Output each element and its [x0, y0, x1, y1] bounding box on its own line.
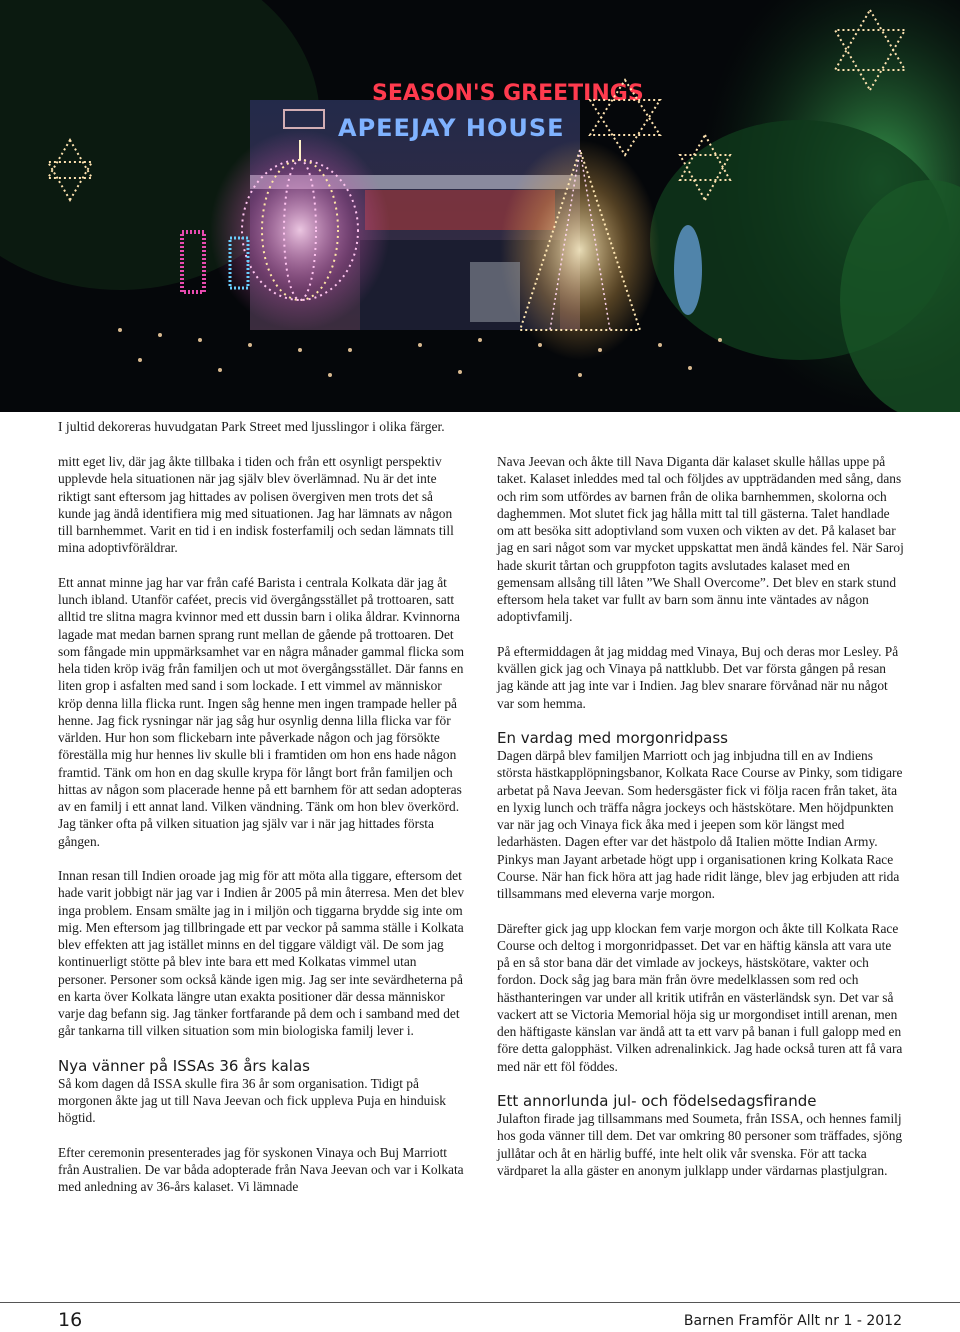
- paragraph: Ett annat minne jag har var från café Barista i centrala Kolkata där jag åt lunch ibland. Utanför caféet, precis vid övergångsstället på trottoaren, satt alltid tre slitna magra kvinnor med ett dussin barn i olika åldrar. Kvinnorna lagade mat medan barnen sprang runt mellan de gående på trottoaren. Det som fångade min uppmärksamhet var en några månader gammal flicka som hela tiden kröp iväg från familjen och ut mot övergångsstället. Där fanns en liten grop i asfalten med sand i som lockade. I ett vimmel av människor kröp denna lilla flicka runt. Ingen såg henne men ingen trampade heller på henne. Jag fick rysningar när jag såg hur osynlig denna lilla flicka var för världen. Hur hon som flickebarn inte påverkade någon och jag försökte föreställa mig hur hennes liv skulle bli i framtiden om hon ens hade någon framtid. Tänk om hon en dag skulle krypa för långt bort från familjen och hittas av någon som placerade henne på ett barnhem för att sedan adopteras av en familj i ett annat land. Vilken vändning. Tänk om hon blev överkörd. Jag tänker ofta på vilken situation jag själv var i när jag hittades första gången.: [58, 574, 465, 849]
- photo-christmas-lights: [0, 0, 960, 412]
- right-column: [497, 453, 905, 1196]
- paragraph: Innan resan till Indien oroade jag mig för att möta alla tiggare, eftersom det hade varit jobbigt när jag var i Indien år 2005 på min återresa. Men det blev inga problem. Ensam smälte jag in i miljön och tiggarna brydde sig inte om mig. Men eftersom jag tillbringade ett par veckor på samma ställe i Kolkata blev effekten att jag istället minns en del tiggare väldigt väl. De som jag kontinuerligt stötte på blev inte bara ett med Kolkatas vimmel utan personer. Personer som också kände igen mig. Jag ser inte sevärdheterna på en karta över Kolkata längre utan exakta positioner där dessa människor varje dag befann sig. Jag tänker fortfarande på dem och i samband med det går tankarna till vilken situation som min biologiska familj lever i.: [58, 868, 465, 1039]
- statue: [674, 225, 702, 315]
- paragraph: Efter ceremonin presenterades jag för syskonen Vinaya och Buj Marriott från Australien. De var båda adopterade från Nava Jeevan och var i Kolkata med anledning av 36-års kalaset. Vi lämnade: [58, 1144, 464, 1195]
- photo-illustration: [0, 0, 960, 412]
- section-heading: Ett annorlunda jul- och födelsedagsfirande: [497, 1092, 817, 1110]
- left-column: [58, 453, 466, 1213]
- paragraph: Så kom dagen då ISSA skulle fira 36 år som organisation. Tidigt på morgonen åkte jag ut till Nava Jeevan och fick uppleva Puja en hinduisk högtid.: [58, 1075, 446, 1126]
- section-heading: En vardag med morgonridpass: [497, 729, 728, 747]
- paragraph: mitt eget liv, där jag åkte tillbaka i tiden och från ett osynligt perspektiv upplevde hela situationen när jag själv blev överlämnad. Nu är det inte riktigt sant eftersom jag hittades av polisen övergiven men trots det så kunde jag ändå identifiera mig med situationen. Jag har lämnats av någon till barnhemmet. Varit en tid i en indisk fosterfamilj och sedan lämnats till mina adoptivföräldrar.: [58, 454, 454, 556]
- paragraph: På eftermiddagen åt jag middag med Vinaya, Buj och deras mor Lesley. På kvällen gick jag och Vinaya på nattklubb. Det var första gången på resan jag kände att jag inte var i Indien. Jag blev snarare förvånad när nu något var som hemma.: [497, 643, 899, 711]
- paragraph: Dagen därpå blev familjen Marriott och jag inbjudna till en av Indiens största hästkapplöpningsbanor, Kolkata Race Course av Pinky, som tidigare arbetat på Nava Jeevan. Som hedersgäster fick vi följa racen från taket, äta en lyxig lunch och träffa några jockeys och hästskötare. Men höjdpunkten var när jag och Vinaya fick åka med i jeepen som kör längst med ledarhästen. Dagen efter var det hästpolo då Italien mötte Indian Army. Pinkys man Jayant arbetade högt upp i organisationen kring Kolkata Race Course. När han fick höra att jag hade ridit länge, blev jag erbjuden att rida tillsammans med eleverna varje morgon.: [497, 748, 903, 901]
- section-heading: Nya vänner på ISSAs 36 års kalas: [58, 1056, 310, 1075]
- paragraph: Därefter gick jag upp klockan fem varje morgon och åkte till Kolkata Race Course och deltog i morgonridpasset. Det var en häftig känsla att vara ute på en så stor bana där det vimlade av jockeys, hästskötare, vakter och fordon. Dock såg jag bara män från övre medelklassen som red och hästhanteringen var under all kritik utifrån en västerländsk syn. Det var så vackert att se Victoria Memorial höja sig ur morgondiset intill arenan, men den häftigaste känslan var ändå att ta ett varv på banan i full galopp med en före detta galopphäst. Vilken adrenalinkick. Jag hade också turen att få vara med när ett föl föddes.: [497, 920, 903, 1074]
- footer-divider: [0, 1302, 960, 1303]
- paragraph: Nava Jeevan och åkte till Nava Diganta där kalaset skulle hållas uppe på taket. Kalaset inleddes med tal och följdes av uppträdanden med sång, dans och rim som utfördes av barnen från de olika barnhemmen, skolorna och daghemmen. Mot slutet fick jag hålla mitt tal till gästerna. Talet handlade om att besöka sitt adoptivland som vuxen och vikten av det. På kalaset bar jag en sari något som var mycket uppskattat men ändå kändes fel. När Saroj hade skurit tårtan och gruppfoton tagits avslutades kalaset med en gemensam allsång till låten ”We Shall Overcome”. Det blev en stark stund eftersom hela taket var fullt av barn som ännu inte väntades av någon adoptivfamilj.: [497, 454, 904, 625]
- light-sculpture-orb: [210, 130, 390, 330]
- light-sculpture-tree: [500, 140, 660, 360]
- sign-seasons-greetings: SEASON'S GREETINGS: [372, 81, 644, 106]
- page-number: 16: [58, 1309, 83, 1331]
- magazine-issue: Barnen Framför Allt nr 1 - 2012: [683, 1313, 902, 1329]
- photo-caption: I jultid dekoreras huvudgatan Park Street med ljusslingor i olika färger.: [58, 419, 445, 434]
- sign-apeejay-house: APEEJAY HOUSE: [338, 114, 565, 142]
- paragraph: Julafton firade jag tillsammans med Soumeta, från ISSA, och hennes familj hos goda vänner till dem. Det var omkring 80 personer som träffades, sjöng jullåtar och åt en härlig buffé, inte helt olik vår svenska. För att tacka värdparet la alla gäster en anonym julklapp under värdarnas plastjulgran.: [497, 1111, 903, 1178]
